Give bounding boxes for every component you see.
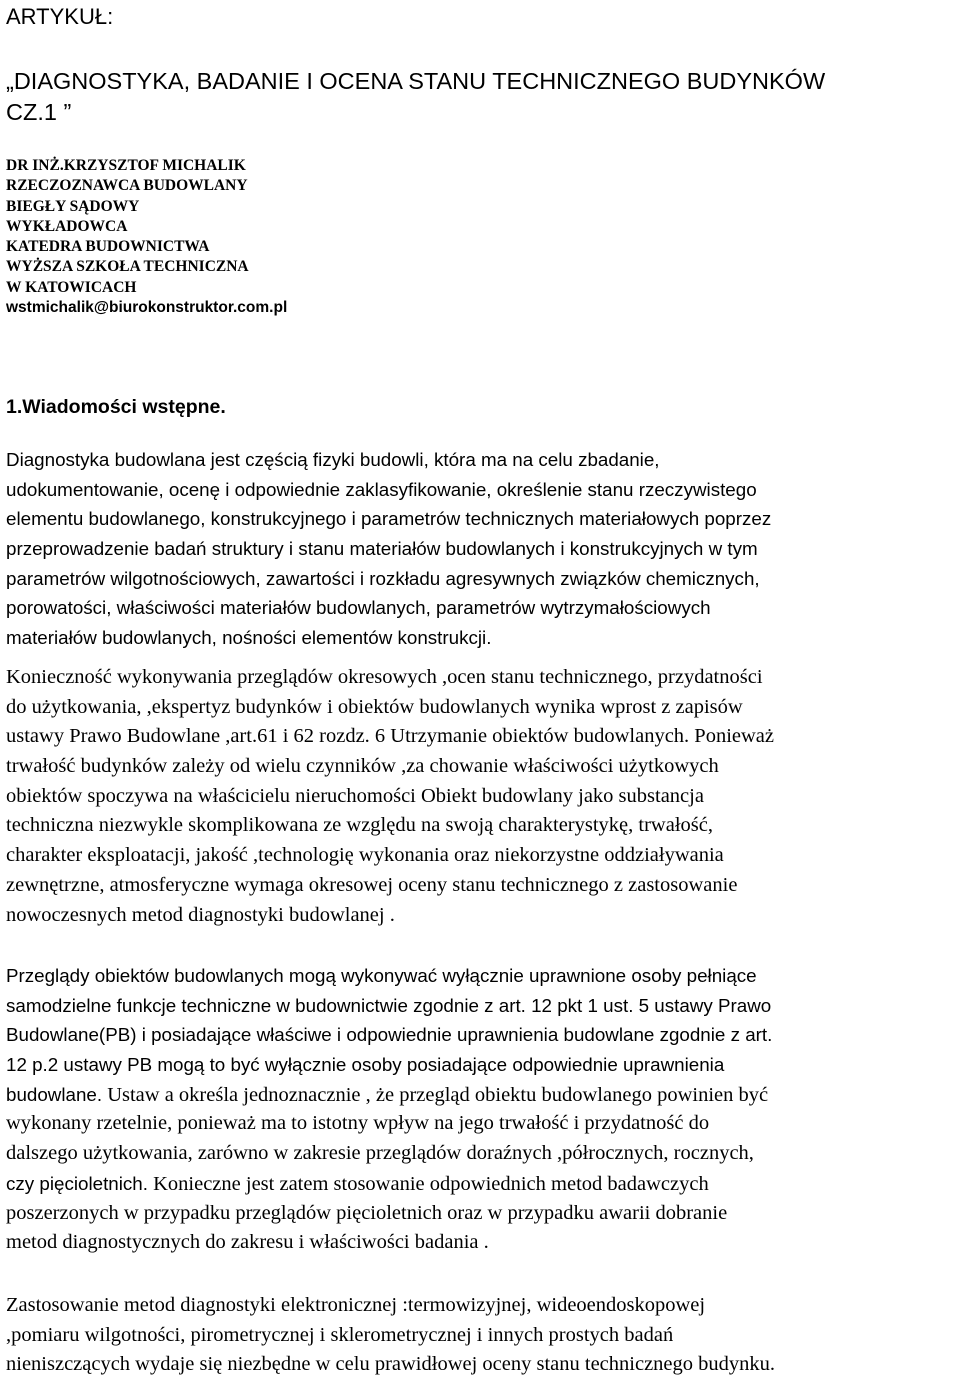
paragraph-line: wykonany rzetelnie, ponieważ ma to istotny wpływ na jego trwałość i przydatność do (6, 1112, 710, 1135)
paragraph-line: Budowlane(PB) i posiadające właściwe i odpowiednie uprawnienia budowlane zgodnie z art. (6, 1024, 773, 1046)
article-label: ARTYKUŁ: (6, 4, 114, 29)
paragraph-line: udokumentowanie, ocenę i odpowiednie zaklasyfikowanie, określenie stanu rzeczywistego (6, 478, 757, 500)
article-title (6, 66, 956, 128)
paragraph-4 (6, 1291, 956, 1380)
author-line: BIEGŁY SĄDOWY (6, 197, 140, 215)
paragraph-line: do użytkowania, ,ekspertyz budynków i obiektów budowlanych wynika wprost z zapisów (6, 695, 743, 718)
paragraph-line: porowatości, właściwości materiałów budowlanych, parametrów wytrzymałościowych (6, 597, 711, 619)
paragraph-line: Przeglądy obiektów budowlanych mogą wykonywać wyłącznie uprawnione osoby pełniące (6, 965, 757, 986)
paragraph-1 (6, 445, 956, 653)
author-line: W KATOWICACH (6, 278, 137, 296)
paragraph-line: obiektów spoczywa na właścicielu nieruchomości Obiekt budowlany jako substancja (6, 784, 704, 807)
author-line: DR INŻ.KRZYSZTOF MICHALIK (6, 157, 246, 174)
paragraph-line: metod diagnostycznych do zakresu i właściwości badania . (6, 1231, 489, 1254)
paragraph-line (6, 1169, 956, 1199)
paragraph-line: Diagnostyka budowlana jest częścią fizyki budowli, która ma na celu zbadanie, (6, 449, 660, 470)
author-line: WYKŁADOWCA (6, 217, 128, 235)
paragraph-line-part: Konieczne jest zatem stosowanie odpowiednich metod badawczych (147, 1172, 709, 1195)
paragraph-line: trwałość budynków zależy od wielu czynników ,za chowanie właściwości użytkowych (6, 755, 719, 778)
paragraph-line: Konieczność wykonywania przeglądów okresowych ,ocen stanu technicznego, przydatności (6, 666, 763, 688)
paragraph-line: zewnętrzne, atmosferyczne wymaga okresowej oceny stanu technicznego z zastosowanie (6, 873, 738, 896)
paragraph-line-part: czy pięcioletnich. (6, 1172, 148, 1194)
paragraph-line: przeprowadzenie badań struktury i stanu materiałów budowlanych i konstrukcyjnych w tym (6, 538, 758, 560)
author-email: wstmichalik@biurokonstruktor.com.pl (6, 299, 288, 317)
paragraph-2 (6, 663, 956, 930)
paragraph-line: charakter eksploatacji, jakość ,technologię wykonania oraz niekorzystne oddziaływania (6, 844, 724, 867)
paragraph-line: ,pomiaru wilgotności, pirometrycznej i sklerometrycznej i innych prostych badań (6, 1323, 674, 1346)
paragraph-line: Zastosowanie metod diagnostyki elektronicznej :termowizyjnej, wideoendoskopowej (6, 1294, 706, 1316)
paragraph-line: poszerzonych w przypadku przeglądów pięcioletnich oraz w przypadku awarii dobranie (6, 1201, 728, 1224)
paragraph-line: materiałów budowlanych, nośności elementów konstrukcji. (6, 627, 492, 649)
paragraph-3 (6, 961, 956, 1258)
paragraph-line: 12 p.2 ustawy PB mogą to być wyłącznie osoby posiadające odpowiednie uprawnienia (6, 1054, 725, 1076)
author-line: KATEDRA BUDOWNICTWA (6, 238, 210, 256)
paragraph-line: nowoczesnych metod diagnostyki budowlanej . (6, 903, 395, 926)
paragraph-line (6, 1080, 956, 1110)
paragraph-line-part: budowlane. (6, 1083, 103, 1105)
author-line: WYŻSZA SZKOŁA TECHNICZNA (6, 258, 249, 276)
paragraph-line: parametrów wilgotnościowych, zawartości i rozkładu agresywnych związków chemicznych, (6, 567, 760, 589)
title-line-1: „DIAGNOSTYKA, BADANIE I OCENA STANU TECHNICZNEGO BUDYNKÓW (6, 68, 826, 94)
paragraph-line: ustawy Prawo Budowlane ,art.61 i 62 rozdz. 6 Utrzymanie obiektów budowlanych. Ponieważ (6, 725, 774, 748)
paragraph-line: samodzielne funkcje techniczne w budownictwie zgodnie z art. 12 pkt 1 ust. 5 ustawy Prawo (6, 994, 772, 1016)
paragraph-line: dalszego użytkowania, zarówno w zakresie przeglądów doraźnych ,półrocznych, rocznych, (6, 1142, 754, 1165)
section-heading: 1.Wiadomości wstępne. (6, 396, 226, 418)
author-line: RZECZOZNAWCA BUDOWLANY (6, 177, 248, 195)
paragraph-line-part: Ustaw a określa jednoznacznie , że przegląd obiektu budowlanego powinien być (102, 1083, 769, 1106)
paragraph-line: techniczna niezwykle skomplikowana ze względu na swoją charakterystykę, trwałość, (6, 814, 713, 837)
title-line-2: CZ.1 ” (6, 99, 72, 125)
author-block (6, 156, 606, 318)
paragraph-line: elementu budowlanego, konstrukcyjnego i parametrów technicznych materiałowych poprzez (6, 508, 772, 530)
paragraph-line: nieniszczących wydaje się niezbędne w celu prawidłowej oceny stanu technicznego budynku. (6, 1353, 776, 1376)
